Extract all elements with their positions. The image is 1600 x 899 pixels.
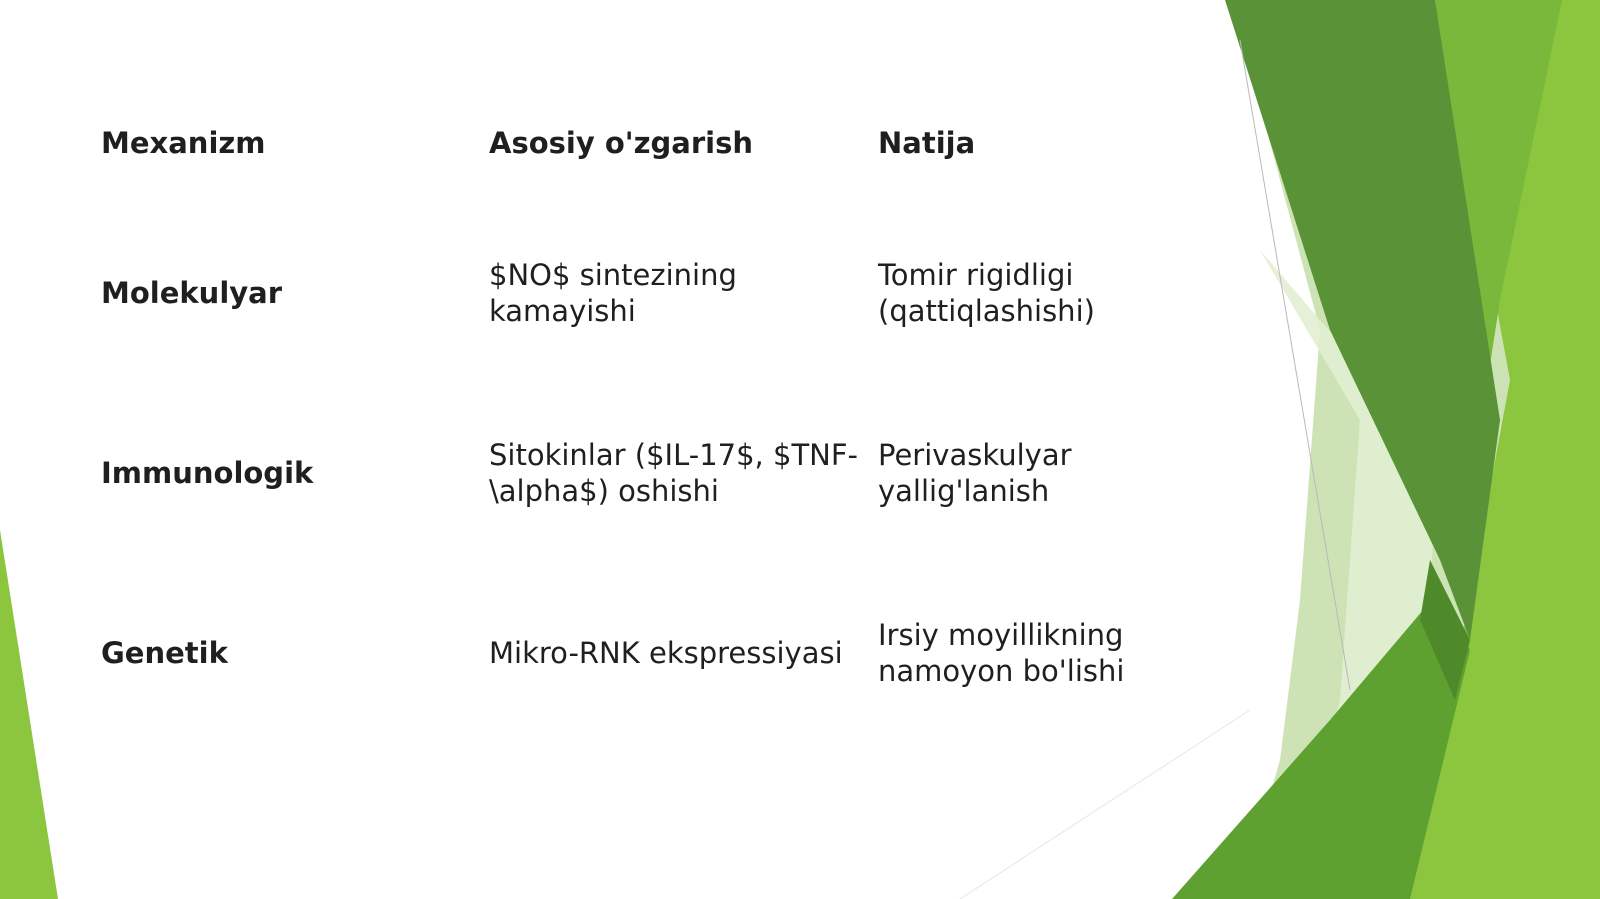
table-header-row: [101, 118, 1201, 168]
table-row: [101, 617, 1201, 689]
row-mechanism: Molekulyar: [101, 276, 283, 310]
header-main-change: Asosiy o'zgarish: [489, 126, 753, 160]
row-mechanism: Genetik: [101, 636, 228, 670]
left-edge-facet: [0, 530, 58, 899]
row-result: Tomir rigidligi (qattiqlashishi): [878, 258, 1095, 328]
row-result: Perivaskulyar yallig'lanish: [878, 438, 1072, 508]
row-result: Irsiy moyillikning namoyon bo'lishi: [878, 618, 1125, 688]
row-mechanism: Immunologik: [101, 456, 314, 490]
header-result: Natija: [878, 126, 976, 160]
row-main-change: Sitokinlar ($IL-17$, $TNF-\alpha$) oshishi: [489, 438, 858, 508]
header-mechanism: Mexanizm: [101, 126, 266, 160]
row-main-change: $NO$ sintezining kamayishi: [489, 258, 737, 328]
table-row: [101, 257, 1201, 329]
row-main-change: Mikro-RNK ekspressiyasi: [489, 636, 843, 670]
table-row: [101, 437, 1201, 509]
